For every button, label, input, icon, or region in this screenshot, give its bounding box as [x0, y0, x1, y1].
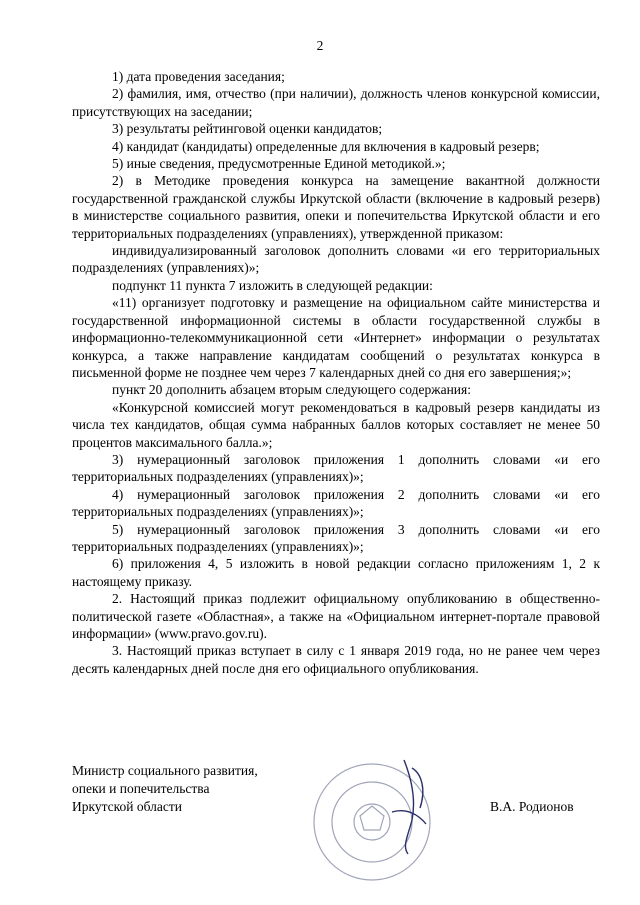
paragraph: 5) нумерационный заголовок приложения 3 дополнить словами «и его территориальных подразделениях (управлениях)»; — [72, 521, 600, 554]
paragraph: «11) организует подготовку и размещение на официальном сайте министерства и государственной информационной системы в области государственной службы в информационно-телекоммуникационной сети «Интернет» информации о результатах конкурса, а также направление кандидатам сообщений о результатах конкурса в письменной форме не позднее чем через 7 календарных дней со дня его завершения;»; — [72, 295, 600, 380]
paragraph: 3. Настоящий приказ вступает в силу с 1 января 2019 года, но не ранее чем через десять календарных дней после дня его официального опубликования. — [72, 643, 600, 676]
paragraph: 4) нумерационный заголовок приложения 2 дополнить словами «и его территориальных подразделениях (управлениях)»; — [72, 486, 600, 520]
paragraph: 5) иные сведения, предусмотренные Единой методикой.»; — [112, 156, 446, 172]
signature-title-line: опеки и попечительства — [72, 781, 210, 796]
paragraph: 2) в Методике проведения конкурса на замещение вакантной должности государственной гражданской службы Иркутской области (включение в кадровый резерв) в министерстве социального развития, опеки и попечительства Иркутской области и его территориальных подразделениях (управлениях), утвержденной приказом: — [72, 173, 600, 241]
signature-title-line: Иркутской области — [72, 799, 183, 814]
paragraph: 3) результаты рейтинговой оценки кандидатов; — [112, 121, 383, 137]
document-body — [72, 68, 600, 677]
page-number: 2 — [316, 38, 324, 53]
paragraph: 2. Настоящий приказ подлежит официальному опубликованию в общественно-политической газете «Областная», а также на «Официальном интернет-портале правовой информации» (www.pravo.gov.ru). — [72, 591, 600, 641]
official-stamp — [308, 750, 448, 885]
paragraph: 3) нумерационный заголовок приложения 1 дополнить словами «и его территориальных подразделениях (управлениях)»; — [72, 451, 600, 485]
paragraph: «Конкурсной комиссией могут рекомендоваться в кадровый резерв кандидаты из числа тех кандидатов, общая сумма набранных баллов которых составляет не менее 50 процентов максимального балла.»; — [72, 399, 600, 450]
paragraph: 2) фамилия, имя, отчество (при наличии), должность членов конкурсной комиссии, присутствующих на заседании; — [72, 86, 600, 119]
paragraph: 1) дата проведения заседания; — [112, 69, 285, 84]
signature-title-line: Министр социального развития, — [72, 763, 258, 778]
signature-title — [72, 762, 258, 816]
paragraph: 4) кандидат (кандидаты) определенные для включения в кадровый резерв; — [112, 138, 540, 154]
paragraph: 6) приложения 4, 5 изложить в новой редакции согласно приложениям 1, 2 к настоящему приказу. — [72, 556, 600, 589]
signatory-name: В.А. Родионов — [490, 799, 574, 814]
paragraph: индивидуализированный заголовок дополнить словами «и его территориальных подразделениях (управлениях)»; — [72, 243, 600, 276]
paragraph: пункт 20 дополнить абзацем вторым следующего содержания: — [112, 382, 471, 398]
paragraph: подпункт 11 пункта 7 изложить в следующей редакции: — [112, 277, 433, 293]
